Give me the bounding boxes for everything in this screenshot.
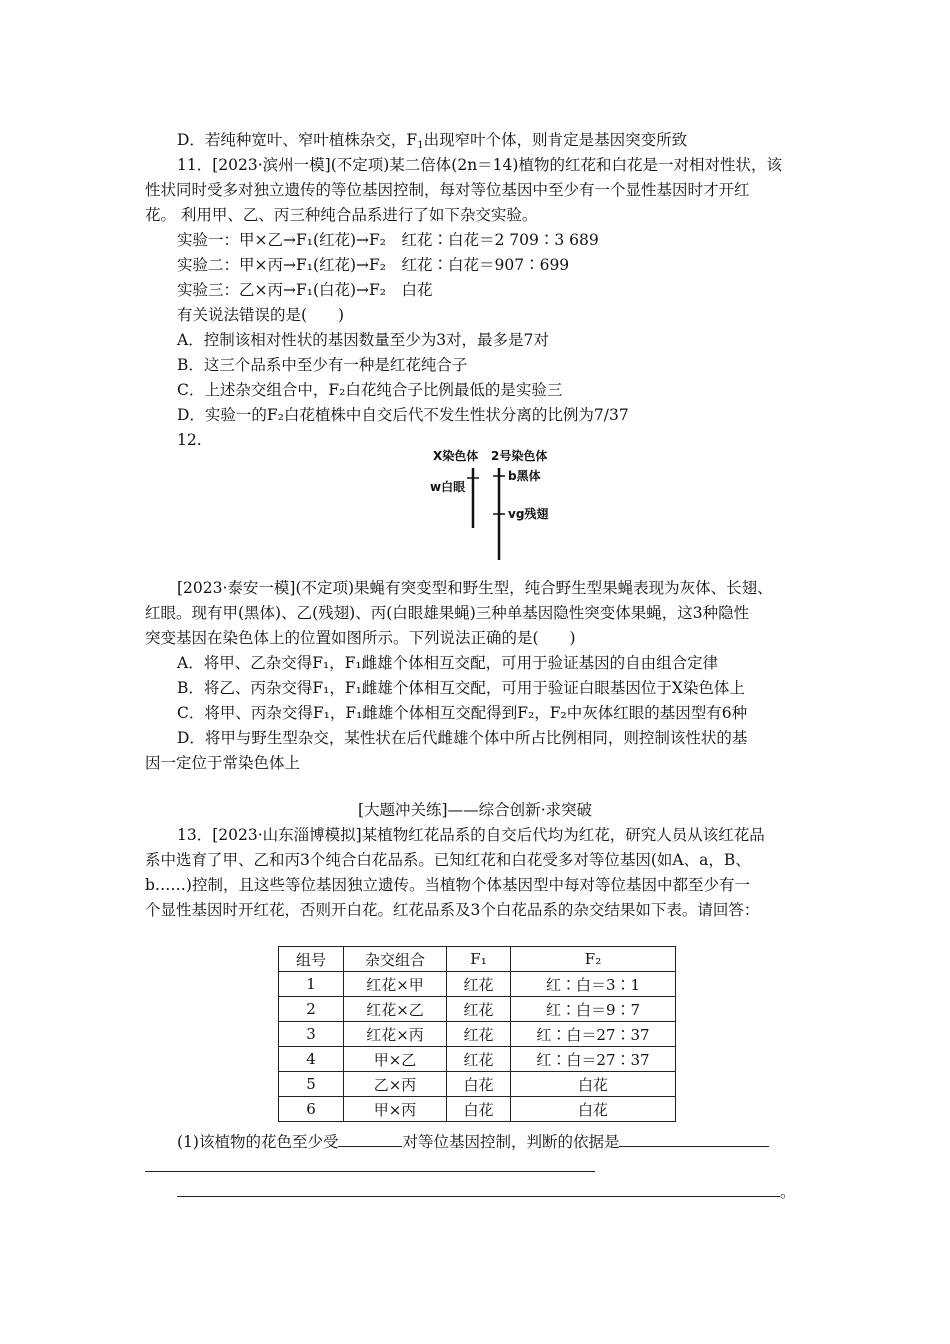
table-row [279,1047,676,1072]
q11-option-b: B．这三个品系中至少有一种是红花纯合子 [177,356,468,374]
section-title: [大题冲关练]——综合创新·求突破 [357,801,593,819]
q13-answer-line-3: 。 [177,1181,796,1202]
cell-f2: 白花 [511,1072,676,1097]
q13-answer-line-2 [145,1156,595,1177]
cell-f1: 红花 [447,997,511,1022]
header-group: 组号 [279,947,344,972]
chromosome-2-label: 2号染色体 [491,449,548,463]
q12-option-c: C．将甲、丙杂交得F₁，F₁雌雄个体相互交配得到F₂，F₂中灰体红眼的基因型有6种 [177,704,748,722]
q10-option-d: D．若纯种宽叶、窄叶植株杂交，$F_1$出现窄叶个体，则肯定是基因突变所致 [177,131,688,151]
q11-experiment-3: 实验三：乙×丙→F₁(白花)→F₂ 白花 [177,281,433,299]
answer-blank-reason-3[interactable] [177,1181,780,1197]
q11-line-2: 性状同时受多对独立遗传的等位基因控制，每对等位基因中至少有一个显性基因时才开红 [145,181,750,199]
q13-line-4: 个显性基因时开红花，否则开白花。红花品系及3个白花品系的杂交结果如下表。请回答： [145,901,760,919]
cell-f2: 红∶白＝27∶37 [511,1022,676,1047]
q13-line-2: 系中选育了甲、乙和丙3个纯合白花品系。已知红花和白花受多对等位基因(如A、a，B、 [145,851,751,869]
answer-blank-reason-1[interactable] [619,1131,769,1147]
header-f2: F₂ [511,947,676,972]
q12-option-b: B．将乙、丙杂交得F₁，F₁雌雄个体相互交配，可用于验证白眼基因位于X染色体上 [177,679,745,697]
table-row [279,997,676,1022]
cell-cross: 红花×甲 [344,972,447,997]
b-gene-label: b黑体 [508,469,541,483]
cell-group: 2 [279,997,344,1022]
q12-option-a: A．将甲、乙杂交得F₁，F₁雌雄个体相互交配，可用于验证基因的自由组合定律 [177,654,719,672]
q12-number: 12. [177,431,202,449]
q12-line-1: [2023·泰安一模](不定项)果蝇有突变型和野生型，纯合野生型果蝇表现为灰体、长翅、 [177,579,773,597]
cell-f1: 白花 [447,1097,511,1122]
q12-option-d-line-2: 因一定位于常染色体上 [145,754,301,772]
q11-option-d: D．实验一的F₂白花植株中自交后代不发生性状分离的比例为7/37 [177,406,629,424]
cell-f1: 红花 [447,972,511,997]
q11-experiment-1: 实验一：甲×乙→F₁(红花)→F₂ 红花∶白花＝2 709∶3 689 [177,231,599,249]
cell-group: 5 [279,1072,344,1097]
x-chromosome-label: X染色体 [433,449,479,463]
answer-blank-reason-2[interactable] [145,1156,595,1172]
q11-line-3: 花。 利用甲、乙、丙三种纯合品系进行了如下杂交实验。 [145,206,538,224]
vg-gene-label: vg残翅 [508,507,549,521]
table-row [279,1022,676,1047]
cell-cross: 红花×丙 [344,1022,447,1047]
table-row [279,1097,676,1122]
cell-group: 6 [279,1097,344,1122]
chromosome-diagram [420,446,580,566]
q11-line-1: 11．[2023·滨州一模](不定项)某二倍体(2n＝14)植物的红花和白花是一对相对性状，该 [177,156,782,174]
cell-cross: 乙×丙 [344,1072,447,1097]
w-gene-label: w白眼 [430,480,466,494]
q13-line-3: b……)控制，且这些等位基因独立遗传。当植物个体基因型中每对等位基因中都至少有一 [145,876,750,894]
header-f1: F₁ [447,947,511,972]
cell-group: 1 [279,972,344,997]
q13-subquestion-1: (1)该植物的花色至少受 对等位基因控制，判断的依据是 [177,1131,769,1152]
q12-line-2: 红眼。现有甲(黑体)、乙(残翅)、丙(白眼雄果蝇)三种单基因隐性突变体果蝇，这3种隐性 [145,604,750,622]
q11-stem: 有关说法错误的是( ) [177,306,345,324]
header-cross: 杂交组合 [344,947,447,972]
table-header-row [279,947,676,972]
cell-f1: 红花 [447,1022,511,1047]
cell-f2: 白花 [511,1097,676,1122]
q11-option-c: C．上述杂交组合中，F₂白花纯合子比例最低的是实验三 [177,381,563,399]
answer-blank-count[interactable] [338,1131,402,1147]
cell-f1: 白花 [447,1072,511,1097]
q11-option-a: A．控制该相对性状的基因数量至少为3对，最多是7对 [177,331,549,349]
cell-cross: 甲×丙 [344,1097,447,1122]
cell-f2: 红∶白＝27∶37 [511,1047,676,1072]
q12-line-3: 突变基因在染色体上的位置如图所示。下列说法正确的是( ) [145,629,576,647]
cell-group: 3 [279,1022,344,1047]
cell-f2: 红∶白＝9∶7 [511,997,676,1022]
table-row [279,1072,676,1097]
cell-cross: 红花×乙 [344,997,447,1022]
cross-results-table [278,946,676,1122]
q13-line-1: 13．[2023·山东淄博模拟]某植物红花品系的自交后代均为红花，研究人员从该红花品 [177,826,765,844]
cell-cross: 甲×乙 [344,1047,447,1072]
table-row [279,972,676,997]
cell-group: 4 [279,1047,344,1072]
q11-experiment-2: 实验二：甲×丙→F₁(红花)→F₂ 红花∶白花＝907∶699 [177,256,570,274]
cell-f2: 红∶白＝3∶1 [511,972,676,997]
cell-f1: 红花 [447,1047,511,1072]
q12-option-d-line-1: D．将甲与野生型杂交，某性状在后代雌雄个体中所占比例相同，则控制该性状的基 [177,729,748,747]
